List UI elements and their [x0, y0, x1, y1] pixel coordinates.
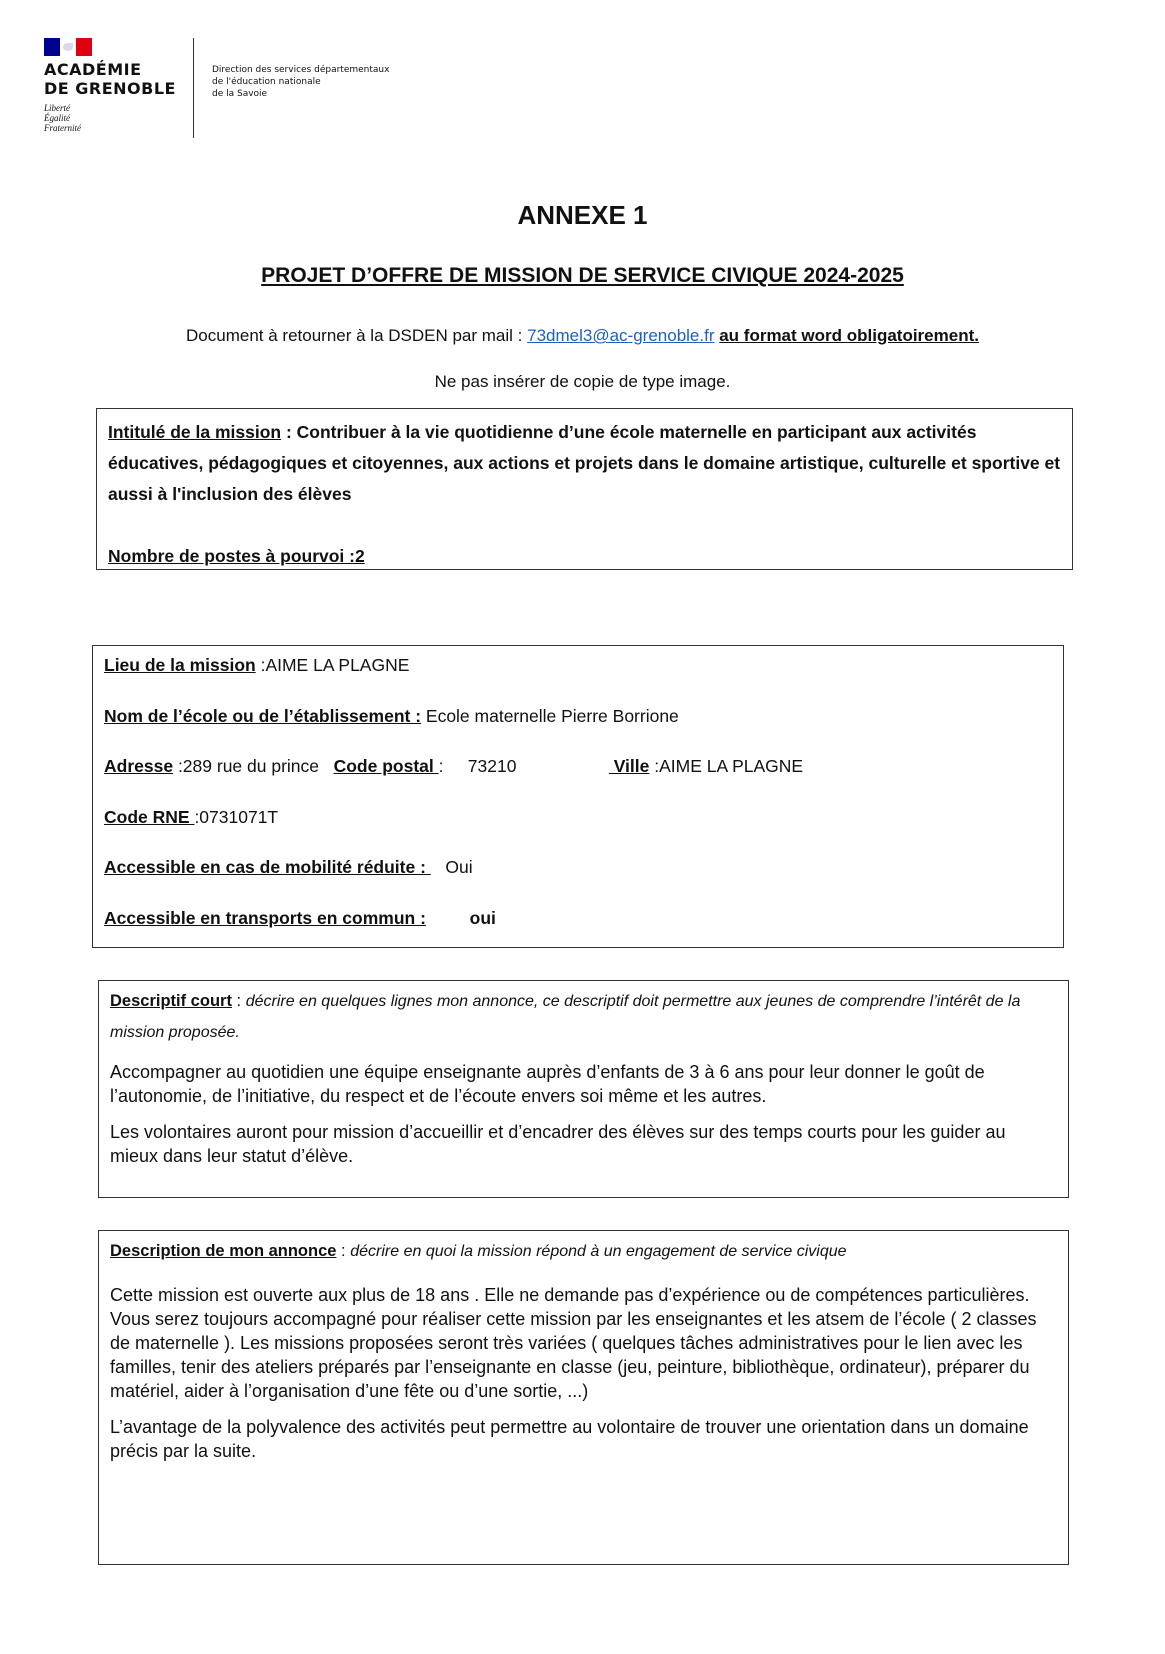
instructions-prefix: Document à retourner à la DSDEN par mail :: [186, 326, 528, 345]
description-heading: [110, 1236, 1057, 1267]
header-divider: [193, 38, 194, 138]
descriptif-paragraph-2: Les volontaires auront pour mission d’accueillir et d’encadrer des élèves sur des temps courts pour les guider au mieux dans leur statut d’élève.: [110, 1122, 1006, 1166]
descriptif-court-box: [98, 980, 1069, 1198]
dsden-line-3: de la Savoie: [212, 89, 268, 99]
ecole-row: [104, 701, 1052, 752]
ville-value: :AIME LA PLAGNE: [649, 756, 804, 776]
description-hint: décrire en quoi la mission répond à un engagement de service civique: [350, 1243, 847, 1260]
mission-title-text: [108, 417, 1061, 510]
mission-box: [96, 408, 1073, 570]
rne-label: Code RNE: [104, 806, 195, 827]
mobilite-value: Oui: [430, 857, 473, 877]
posts-count: Nombre de postes à pourvoi :2: [108, 546, 365, 566]
transport-label: Accessible en transports en commun :: [104, 907, 426, 928]
format-requirement: au format word obligatoirement.: [719, 326, 979, 345]
ecole-value: Ecole maternelle Pierre Borrione: [421, 705, 679, 726]
mobilite-row: [104, 852, 1052, 903]
cp-label: Code postal: [333, 756, 439, 776]
dsden-block: [212, 64, 389, 100]
adresse-row: [104, 751, 1052, 802]
document-title: ANNEXE 1: [517, 200, 648, 230]
mobilite-label: Accessible en cas de mobilité réduite :: [104, 857, 431, 877]
description-paragraph-1: Cette mission est ouverte aux plus de 18 ans . Elle ne demande pas d’expérience ou de compétences particulières. Vous serez toujours accompagné pour réaliser cette mission par les enseignantes et les atsem de l’école ( 2 classes de maternelle ). Les missions proposées seront très variées ( quelques tâches administratives pour le lien avec les familles, tenir des ateliers préparés par l’enseignante en classe (jeu, peinture, bibliothèque, ordinateur), préparer du matériel, aider à l’organisation d’une fête ou d’une sortie, ...): [110, 1285, 1037, 1401]
ville-label: Ville: [608, 756, 650, 776]
descriptif-sep: :: [231, 992, 246, 1010]
description-annonce-box: [98, 1230, 1069, 1565]
description-label: Description de mon annonce: [110, 1242, 337, 1260]
email-link[interactable]: 73dmel3@ac-grenoble.fr: [527, 326, 715, 345]
academie-line-2: DE GRENOBLE: [44, 79, 176, 98]
mission-text: Contribuer à la vie quotidienne d’une école maternelle en participant aux activités éducatives, pédagogiques et citoyennes, aux actions et projets dans le domaine artistique, culturelle et sportive et aussi à l'inclusion des élèves: [108, 422, 1061, 504]
adresse-label: Adresse: [104, 756, 174, 776]
academie-name: [44, 60, 204, 98]
ecole-label: Nom de l’école ou de l’établissement :: [104, 705, 422, 726]
motto-egalite: Égalité: [44, 113, 70, 123]
location-box: [92, 645, 1064, 948]
lieu-label: Lieu de la mission: [104, 655, 256, 675]
descriptif-label: Descriptif court: [110, 992, 232, 1010]
transport-row: [104, 903, 1052, 954]
document-subtitle: PROJET D’OFFRE DE MISSION DE SERVICE CIVIQUE 2024-2025: [261, 264, 904, 287]
lieu-value: :AIME LA PLAGNE: [255, 655, 410, 675]
descriptif-hint: décrire en quelques lignes mon annonce, ce descriptif doit permettre aux jeunes de comprendre l’intérêt de la mission proposée.: [110, 993, 1021, 1041]
adresse-value: :289 rue du prince: [173, 756, 334, 776]
republic-motto: [44, 103, 204, 133]
transport-value: oui: [425, 907, 496, 928]
description-sep: :: [336, 1242, 351, 1260]
descriptif-heading: [110, 986, 1057, 1048]
rne-value: :0731071T: [194, 806, 279, 827]
descriptif-paragraph-1: Accompagner au quotidien une équipe enseignante auprès d’enfants de 3 à 6 ans pour leur donner le goût de l’autonomie, de l’initiative, du respect et de l’écoute envers soi même et les autres.: [110, 1062, 985, 1106]
academie-line-1: ACADÉMIE: [44, 60, 142, 79]
dsden-line-2: de l'éducation nationale: [212, 77, 321, 87]
return-instructions: [0, 326, 1165, 346]
academie-logo: [44, 38, 204, 133]
motto-fraternite: Fraternité: [44, 123, 81, 133]
lieu-row: [104, 650, 1052, 701]
mission-label: Intitulé de la mission: [108, 422, 282, 442]
marianne-flag-icon: [44, 38, 92, 56]
no-image-note: Ne pas insérer de copie de type image.: [434, 372, 731, 391]
mission-sep: :: [281, 422, 297, 442]
cp-value: : 73210: [438, 756, 609, 776]
description-paragraph-2: L’avantage de la polyvalence des activités peut permettre au volontaire de trouver une orientation dans un domaine précis par la suite.: [110, 1417, 1029, 1461]
rne-row: [104, 802, 1052, 853]
dsden-line-1: Direction des services départementaux: [212, 65, 390, 75]
motto-liberte: Liberté: [44, 103, 70, 113]
